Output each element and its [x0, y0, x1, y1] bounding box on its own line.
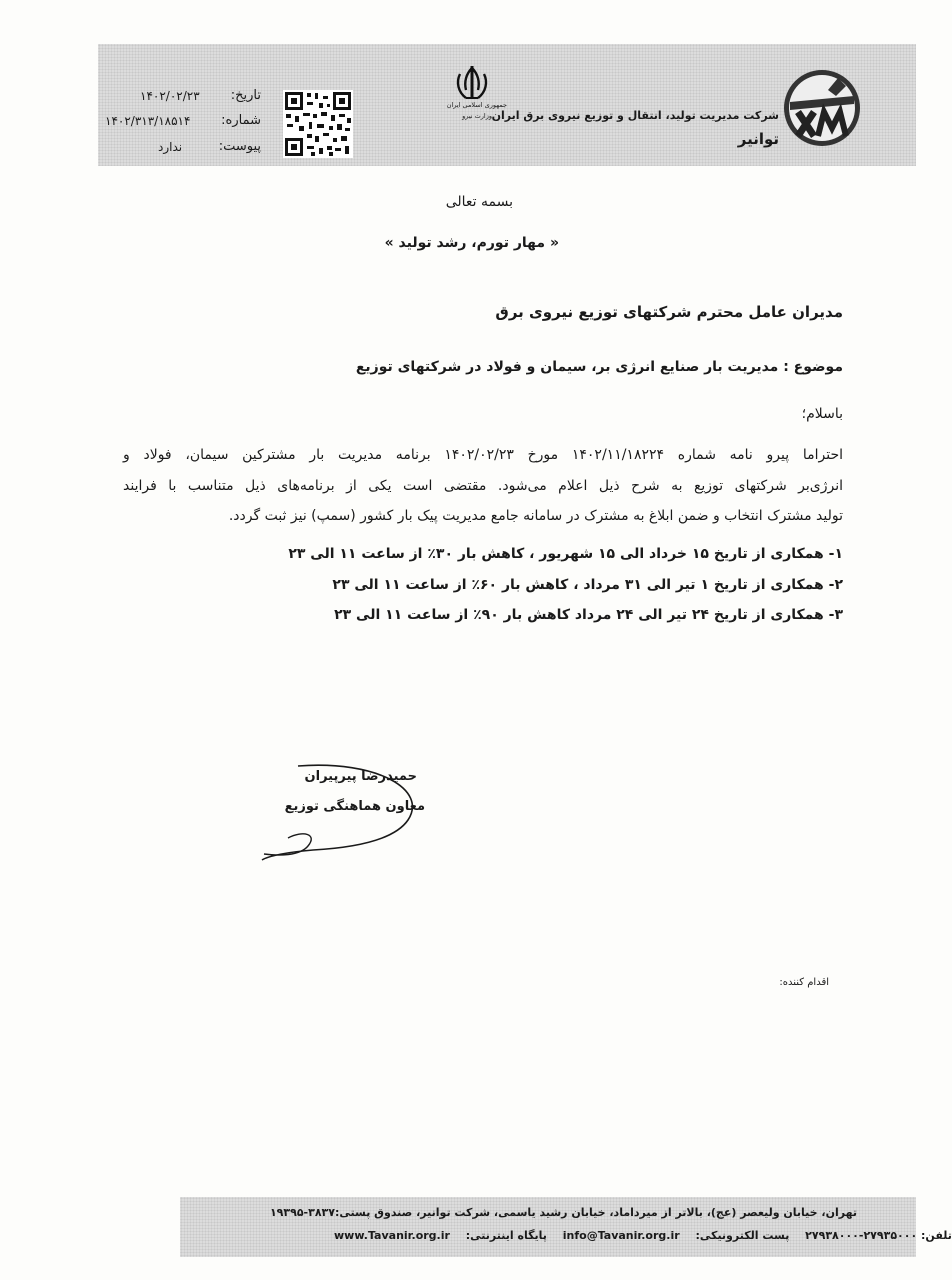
body-line: تولید مشترک انتخاب و ضمن ابلاغ به مشترک در سامانه جامع مدیریت پیک بار کشور (سمپ) نیز ثبت گردد.: [228, 508, 843, 524]
tavanir-logo-icon: [780, 66, 864, 150]
list-item: ۲- همکاری از تاریخ ۱ تیر الی ۳۱ مرداد ، کاهش بار ۶۰٪ از ساعت ۱۱ الی ۲۳: [332, 577, 843, 593]
signatory-name: حمیدرضا پیرپیران: [304, 769, 417, 784]
number-label: شماره:: [221, 113, 261, 128]
footer-email[interactable]: info@Tavanir.org.ir: [562, 1229, 680, 1242]
footer-website-label: پایگاه اینترنتی:: [465, 1229, 547, 1242]
emblem-caption-republic: جمهوری اسلامی ایران: [446, 101, 507, 109]
company-name: شرکت مدیریت تولید، انتقال و توزیع نیروی برق ایران: [491, 109, 779, 122]
body-line: انرژی‌بر شرکتهای توزیع به شرح ذیل اعلام می‌شود. مقتضی است یکی از برنامه‌های ذیل متناسب با فرایند: [123, 478, 843, 494]
footer-phone: تلفن: ۲۷۹۳۵۰۰۰-۲۷۹۳۸۰۰۰: [805, 1229, 952, 1242]
subject-line: موضوع : مدیریت بار صنایع انرژی بر، سیمان و فولاد در شرکتهای توزیع: [355, 359, 843, 375]
body-line: احتراما پیرو نامه شماره ۱۴۰۲/۱۱/۱۸۲۲۴ مورخ ۱۴۰۲/۰۲/۲۳ برنامه مدیریت بار مشترکین سیمان، فولاد و: [123, 447, 843, 463]
list-item: ۳- همکاری از تاریخ ۲۴ تیر الی ۲۴ مرداد کاهش بار ۹۰٪ از ساعت ۱۱ الی ۲۳: [334, 607, 843, 623]
greeting: باسلام؛: [801, 406, 843, 422]
emblem-caption-ministry: وزارت نیرو: [462, 112, 492, 120]
date-label: تاریخ:: [230, 88, 261, 103]
footer-contacts: [322, 1229, 952, 1242]
attachment-value: ندارد: [158, 140, 183, 154]
brand-name: توانیر: [737, 130, 779, 148]
attachment-label: پیوست:: [218, 139, 261, 154]
slogan: « مهار تورم، رشد تولید »: [384, 235, 559, 251]
number-value: ۱۴۰۲/۳۱۳/۱۸۵۱۴: [105, 114, 191, 128]
addressee: مدیران عامل محترم شرکتهای توزیع نیروی برق: [495, 303, 843, 321]
footer-email-label: پست الکترونیکی:: [695, 1229, 790, 1242]
footer-website[interactable]: www.Tavanir.org.ir: [334, 1229, 450, 1242]
signatory-title: معاون هماهنگی توزیع: [284, 799, 425, 814]
footer-address: تهران، خیابان ولیعصر (عج)، بالاتر از میرداماد، خیابان رشید یاسمی، شرکت توانیر، صندوق پستی:۳۸۳۷-۱۹۳۹۵: [269, 1206, 857, 1219]
date-value: ۱۴۰۲/۰۲/۲۳: [140, 89, 200, 103]
basmala: بسمه تعالی: [445, 194, 513, 210]
action-label: اقدام کننده:: [779, 977, 829, 988]
iran-emblem-icon: [454, 64, 490, 104]
qr-code-icon: [283, 90, 353, 158]
list-item: ۱- همکاری از تاریخ ۱۵ خرداد الی ۱۵ شهریور ، کاهش بار ۳۰٪ از ساعت ۱۱ الی ۲۳: [288, 546, 843, 562]
